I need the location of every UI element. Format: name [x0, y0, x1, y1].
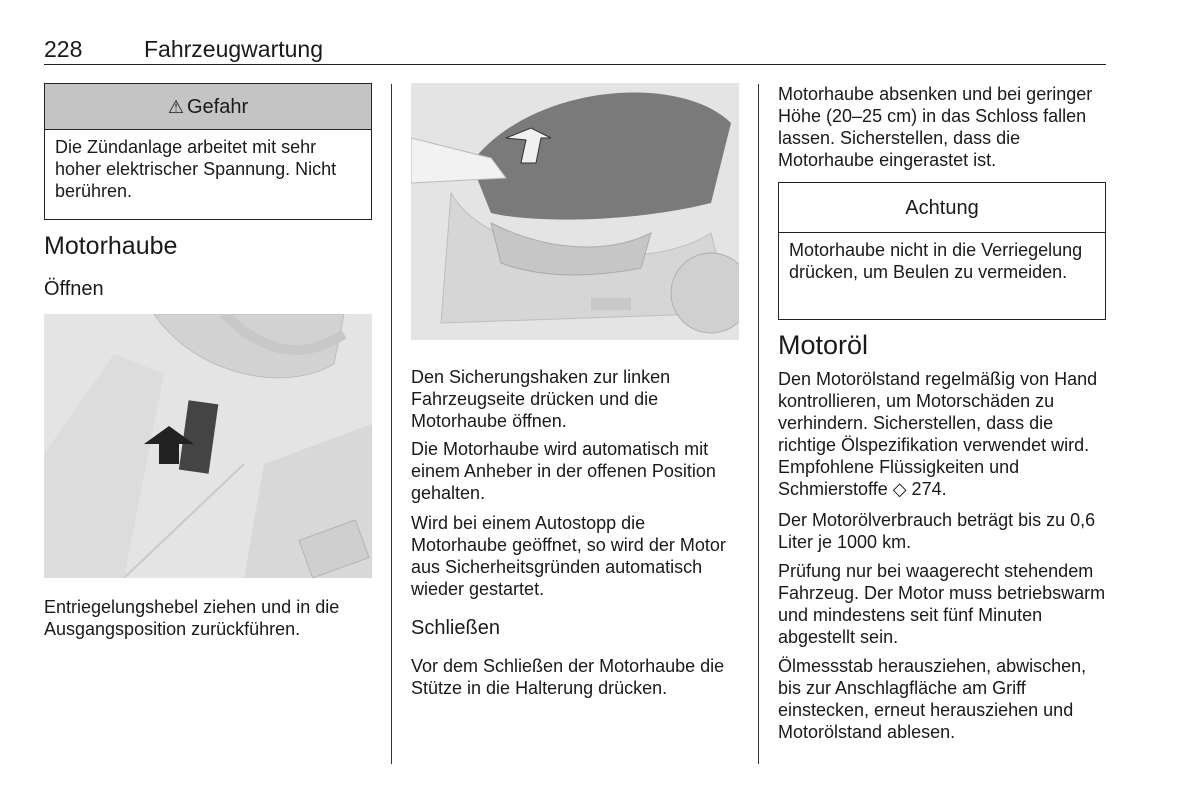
section-heading-motoroel: Motoröl [778, 330, 869, 360]
column-divider-left [391, 84, 392, 764]
paragraph-level-check: Prüfung nur bei waagerecht stehendem Fahrzeug. Der Motor muss betriebswarm und mindestens seit fünf Minuten abgestellt sein. [778, 561, 1106, 647]
warning-triangle-icon: ⚠ [167, 97, 184, 117]
caution-box-header [779, 183, 1105, 233]
subheading-schliessen: Schließen [411, 617, 500, 639]
release-lever-illustration [44, 314, 372, 578]
danger-box [44, 83, 372, 220]
caution-text: Motorhaube nicht in die Verriegelung drücken, um Beulen zu vermeiden. [789, 240, 1083, 282]
danger-text: Die Zündanlage arbeitet mit sehr hoher elektrischer Spannung. Nicht berühren. [55, 137, 337, 201]
section-heading-motorhaube: Motorhaube [44, 232, 178, 260]
section-title: Fahrzeugwartung [144, 36, 323, 62]
danger-title: Gefahr [186, 96, 249, 118]
hood-open-illustration [411, 83, 739, 340]
paragraph-oil-consumption: Der Motorölverbrauch beträgt bis zu 0,6 Liter je 1000 km. [778, 510, 1096, 552]
paragraph-autostop: Wird bei einem Autostopp die Motorhaube geöffnet, so wird der Motor aus Sicherheitsgründen automatisch wieder gestartet. [411, 513, 726, 599]
column-divider-right [758, 84, 759, 764]
caution-title: Achtung [905, 197, 979, 219]
caution-box [778, 182, 1106, 320]
paragraph-dipstick: Ölmessstab herausziehen, abwischen, bis zur Anschlagfläche am Griff einstecken, erneut herausziehen und Motorölstand ablesen. [778, 656, 1087, 742]
caption-release-lever: Entriegelungshebel ziehen und in die Ausgangsposition zurückführen. [44, 597, 340, 639]
danger-box-header [45, 84, 371, 130]
page-number: 228 [44, 36, 83, 62]
paragraph-lower-hood: Motorhaube absenken und bei geringer Höhe (20–25 cm) in das Schloss fallen lassen. Sicherstellen, dass die Motorhaube eingerastet ist. [778, 84, 1093, 170]
paragraph-oil-check: Den Motorölstand regelmäßig von Hand kontrollieren, um Motorschäden zu verhindern. Sicherstellen, dass die richtige Ölspezifikation verwendet wird. Empfohlene Flüssigkeiten und Schmierstoffe ◇ 274. [778, 369, 1098, 499]
paragraph-hook: Den Sicherungshaken zur linken Fahrzeugseite drücken und die Motorhaube öffnen. [411, 367, 671, 431]
paragraph-closing: Vor dem Schließen der Motorhaube die Stütze in die Halterung drücken. [411, 656, 725, 698]
paragraph-lifter: Die Motorhaube wird automatisch mit einem Anheber in der offenen Position gehalten. [411, 439, 716, 503]
subheading-oeffnen: Öffnen [44, 278, 104, 300]
page-header [44, 36, 1106, 65]
